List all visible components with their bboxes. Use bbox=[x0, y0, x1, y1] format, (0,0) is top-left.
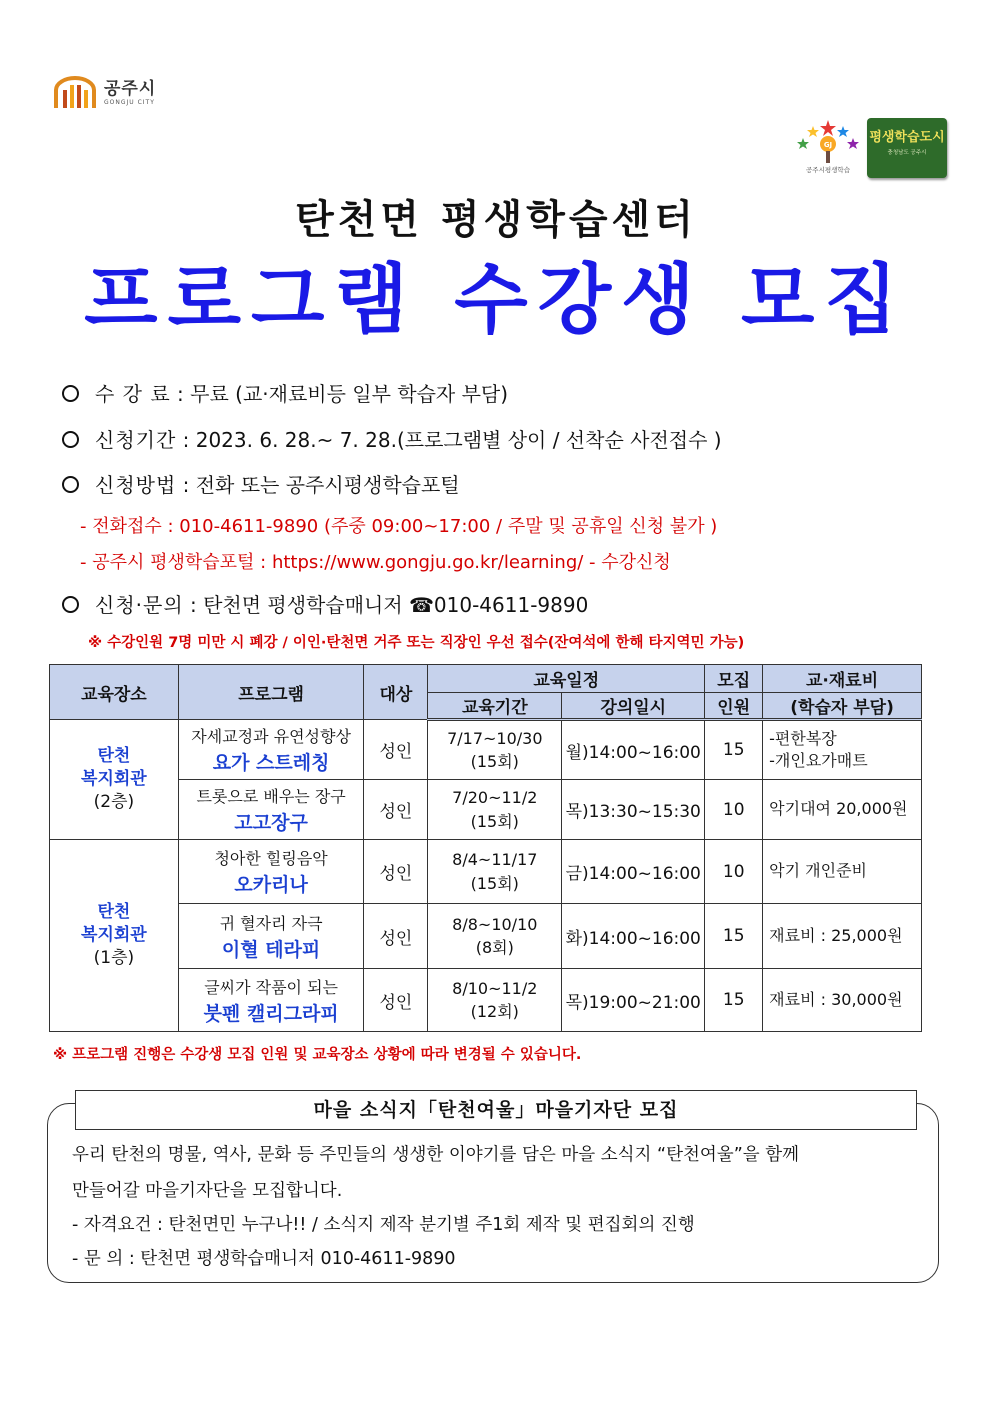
program-name: 고고장구 bbox=[234, 812, 308, 834]
capacity-cell: 15 bbox=[705, 904, 763, 969]
info-label: 신청방법 bbox=[95, 473, 177, 497]
info-label: 신청기간 bbox=[95, 428, 177, 452]
target-cell: 성인 bbox=[364, 969, 428, 1032]
period-cell bbox=[428, 720, 562, 780]
info-contact bbox=[62, 589, 588, 618]
table-header-row bbox=[50, 665, 922, 693]
emblem-caption: 공주시평생학습 bbox=[806, 166, 850, 174]
gongju-logo-icon bbox=[52, 76, 98, 110]
header-place: 교육장소 bbox=[50, 665, 179, 720]
period-dates: 8/4~11/17 bbox=[452, 850, 538, 870]
header-recruit: 모집 bbox=[705, 665, 763, 693]
program-name: 이혈 테라피 bbox=[221, 938, 321, 961]
header-time: 강의일시 bbox=[562, 693, 705, 720]
portal-suffix: - 수강신청 bbox=[583, 552, 671, 573]
svg-text:GJ: GJ bbox=[823, 141, 833, 149]
header-schedule: 교육일정 bbox=[428, 665, 705, 693]
program-cell bbox=[178, 780, 364, 840]
reporter-line2: 만들어갈 마을기자단을 모집합니다. bbox=[72, 1181, 343, 1201]
portal-registration bbox=[80, 548, 671, 574]
period-cell bbox=[428, 969, 562, 1032]
learning-city-badges bbox=[795, 118, 947, 180]
program-name: 붓펜 캘리그라피 bbox=[203, 1002, 339, 1025]
reporter-line1: 우리 탄천의 명물, 역사, 문화 등 주민들의 생생한 이야기를 담은 마을 소식지 “탄천여울”을 함께 bbox=[72, 1145, 800, 1165]
table-row bbox=[50, 904, 922, 969]
program-desc: 귀 혈자리 자극 bbox=[219, 913, 323, 933]
period-count: (15회) bbox=[470, 873, 519, 893]
header-target: 대상 bbox=[364, 665, 428, 720]
reporter-qualification: - 자격요건 : 탄천면민 누구나!! / 소식지 제작 분기별 주1회 제작 및 편집회의 진행 bbox=[72, 1215, 695, 1235]
info-value: : 탄천면 평생학습매니저 ☎010-4611-9890 bbox=[183, 593, 589, 617]
target-cell: 성인 bbox=[364, 840, 428, 904]
capacity-cell: 15 bbox=[705, 969, 763, 1032]
program-table bbox=[49, 664, 922, 1032]
period-dates: 8/8~10/10 bbox=[452, 914, 538, 934]
table-row bbox=[50, 780, 922, 840]
place-cell bbox=[50, 840, 179, 1032]
reporter-contact: - 문 의 : 탄천면 평생학습매니저 010-4611-9890 bbox=[72, 1249, 456, 1269]
info-label: 신청·문의 bbox=[95, 593, 184, 617]
time-cell: 목)13:30~15:30 bbox=[562, 780, 705, 840]
place-line1: 탄천 bbox=[97, 746, 131, 767]
program-desc: 청아한 힐링음악 bbox=[214, 849, 328, 868]
time-cell: 목)19:00~21:00 bbox=[562, 969, 705, 1032]
fee-cell bbox=[763, 720, 922, 780]
period-dates: 8/10~11/2 bbox=[452, 978, 538, 998]
portal-url-link[interactable]: https://www.gongju.go.kr/learning/ bbox=[271, 552, 584, 573]
table-row bbox=[50, 720, 922, 780]
time-cell: 화)14:00~16:00 bbox=[562, 904, 705, 969]
enrollment-notice: ※ 수강인원 7명 미만 시 폐강 / 이인·탄천면 거주 또는 직장인 우선 접수(잔여석에 한해 타지역민 가능) bbox=[88, 635, 745, 651]
place-line2: 복지회관 bbox=[81, 925, 147, 946]
program-cell bbox=[178, 969, 364, 1032]
info-value: : 전화 또는 공주시평생학습포털 bbox=[176, 473, 460, 497]
learning-city-plaque bbox=[867, 118, 947, 178]
circle-bullet-icon bbox=[62, 476, 79, 493]
tree-stars-icon bbox=[795, 118, 861, 164]
info-label: 수 강 료 bbox=[95, 382, 171, 406]
fee-line2: -개인요가매트 bbox=[769, 751, 868, 770]
program-name: 오카리나 bbox=[234, 874, 308, 896]
circle-bullet-icon bbox=[62, 385, 79, 402]
period-count: (15회) bbox=[470, 811, 519, 831]
period-count: (8회) bbox=[475, 938, 514, 957]
circle-bullet-icon bbox=[62, 431, 79, 448]
logo-name: 공주시 bbox=[104, 78, 157, 99]
program-desc: 글씨가 작품이 되는 bbox=[204, 977, 339, 997]
period-dates: 7/20~11/2 bbox=[452, 788, 538, 808]
change-notice: ※ 프로그램 진행은 수강생 모집 인원 및 교육장소 상황에 따라 변경될 수 있습니다. bbox=[53, 1047, 582, 1063]
header-capacity: 인원 bbox=[705, 693, 763, 720]
recruit-title: 프로그램 수강생 모집 bbox=[84, 255, 908, 344]
period-count: (15회) bbox=[470, 752, 519, 771]
target-cell: 성인 bbox=[364, 720, 428, 780]
header-fee-sub: (학습자 부담) bbox=[763, 693, 922, 720]
target-cell: 성인 bbox=[364, 780, 428, 840]
fee-cell: 악기 개인준비 bbox=[763, 840, 922, 904]
program-cell bbox=[178, 720, 364, 780]
fee-cell: 악기대여 20,000원 bbox=[763, 780, 922, 840]
place-line1: 탄천 bbox=[97, 902, 131, 923]
fee-cell: 재료비 : 25,000원 bbox=[763, 904, 922, 969]
lifelong-learning-emblem bbox=[795, 118, 861, 180]
period-dates: 7/17~10/30 bbox=[447, 728, 543, 748]
plaque-subtitle: 충청남도 공주시 bbox=[887, 150, 927, 156]
time-cell: 월)14:00~16:00 bbox=[562, 720, 705, 780]
plaque-title: 평생학습도시 bbox=[869, 130, 945, 145]
phone-registration: - 전화접수 : 010-4611-9890 (주중 09:00~17:00 / 주말 및 공휴일 신청 불가 ) bbox=[80, 516, 718, 537]
info-fee bbox=[62, 378, 508, 407]
period-count: (12회) bbox=[470, 1002, 519, 1021]
header-period: 교육기간 bbox=[428, 693, 562, 720]
period-cell bbox=[428, 904, 562, 969]
capacity-cell: 10 bbox=[705, 840, 763, 904]
fee-line1: -편한복장 bbox=[769, 728, 837, 748]
place-line2: 복지회관 bbox=[81, 769, 147, 790]
place-cell bbox=[50, 720, 179, 840]
center-title: 탄천면 평생학습센터 bbox=[295, 197, 697, 243]
target-cell: 성인 bbox=[364, 904, 428, 969]
time-cell: 금)14:00~16:00 bbox=[562, 840, 705, 904]
info-value: : 무료 (교·재료비등 일부 학습자 부담) bbox=[170, 382, 509, 406]
capacity-cell: 10 bbox=[705, 780, 763, 840]
header-program: 프로그램 bbox=[178, 665, 364, 720]
logo-subtitle: GONGJU CITY bbox=[104, 98, 155, 106]
portal-prefix: - 공주시 평생학습포털 : bbox=[80, 552, 272, 573]
reporter-title: 마을 소식지「탄천여울」마을기자단 모집 bbox=[75, 1090, 917, 1130]
info-method bbox=[62, 469, 460, 498]
program-desc: 트롯으로 배우는 장구 bbox=[196, 787, 346, 806]
info-period bbox=[62, 424, 722, 453]
gongju-logo bbox=[52, 76, 156, 110]
fee-cell: 재료비 : 30,000원 bbox=[763, 969, 922, 1032]
place-floor: (2층) bbox=[93, 791, 135, 812]
info-value: : 2023. 6. 28.~ 7. 28.(프로그램별 상이 / 선착순 사전접수 ) bbox=[176, 428, 722, 452]
capacity-cell: 15 bbox=[705, 720, 763, 780]
program-desc: 자세교정과 유연성향상 bbox=[191, 727, 351, 746]
circle-bullet-icon bbox=[62, 596, 79, 613]
table-row bbox=[50, 840, 922, 904]
period-cell bbox=[428, 780, 562, 840]
header-fee: 교·재료비 bbox=[763, 665, 922, 693]
table-row bbox=[50, 969, 922, 1032]
place-floor: (1층) bbox=[93, 947, 135, 968]
program-cell bbox=[178, 840, 364, 904]
program-cell bbox=[178, 904, 364, 969]
period-cell bbox=[428, 840, 562, 904]
program-name: 요가 스트레칭 bbox=[212, 752, 330, 774]
